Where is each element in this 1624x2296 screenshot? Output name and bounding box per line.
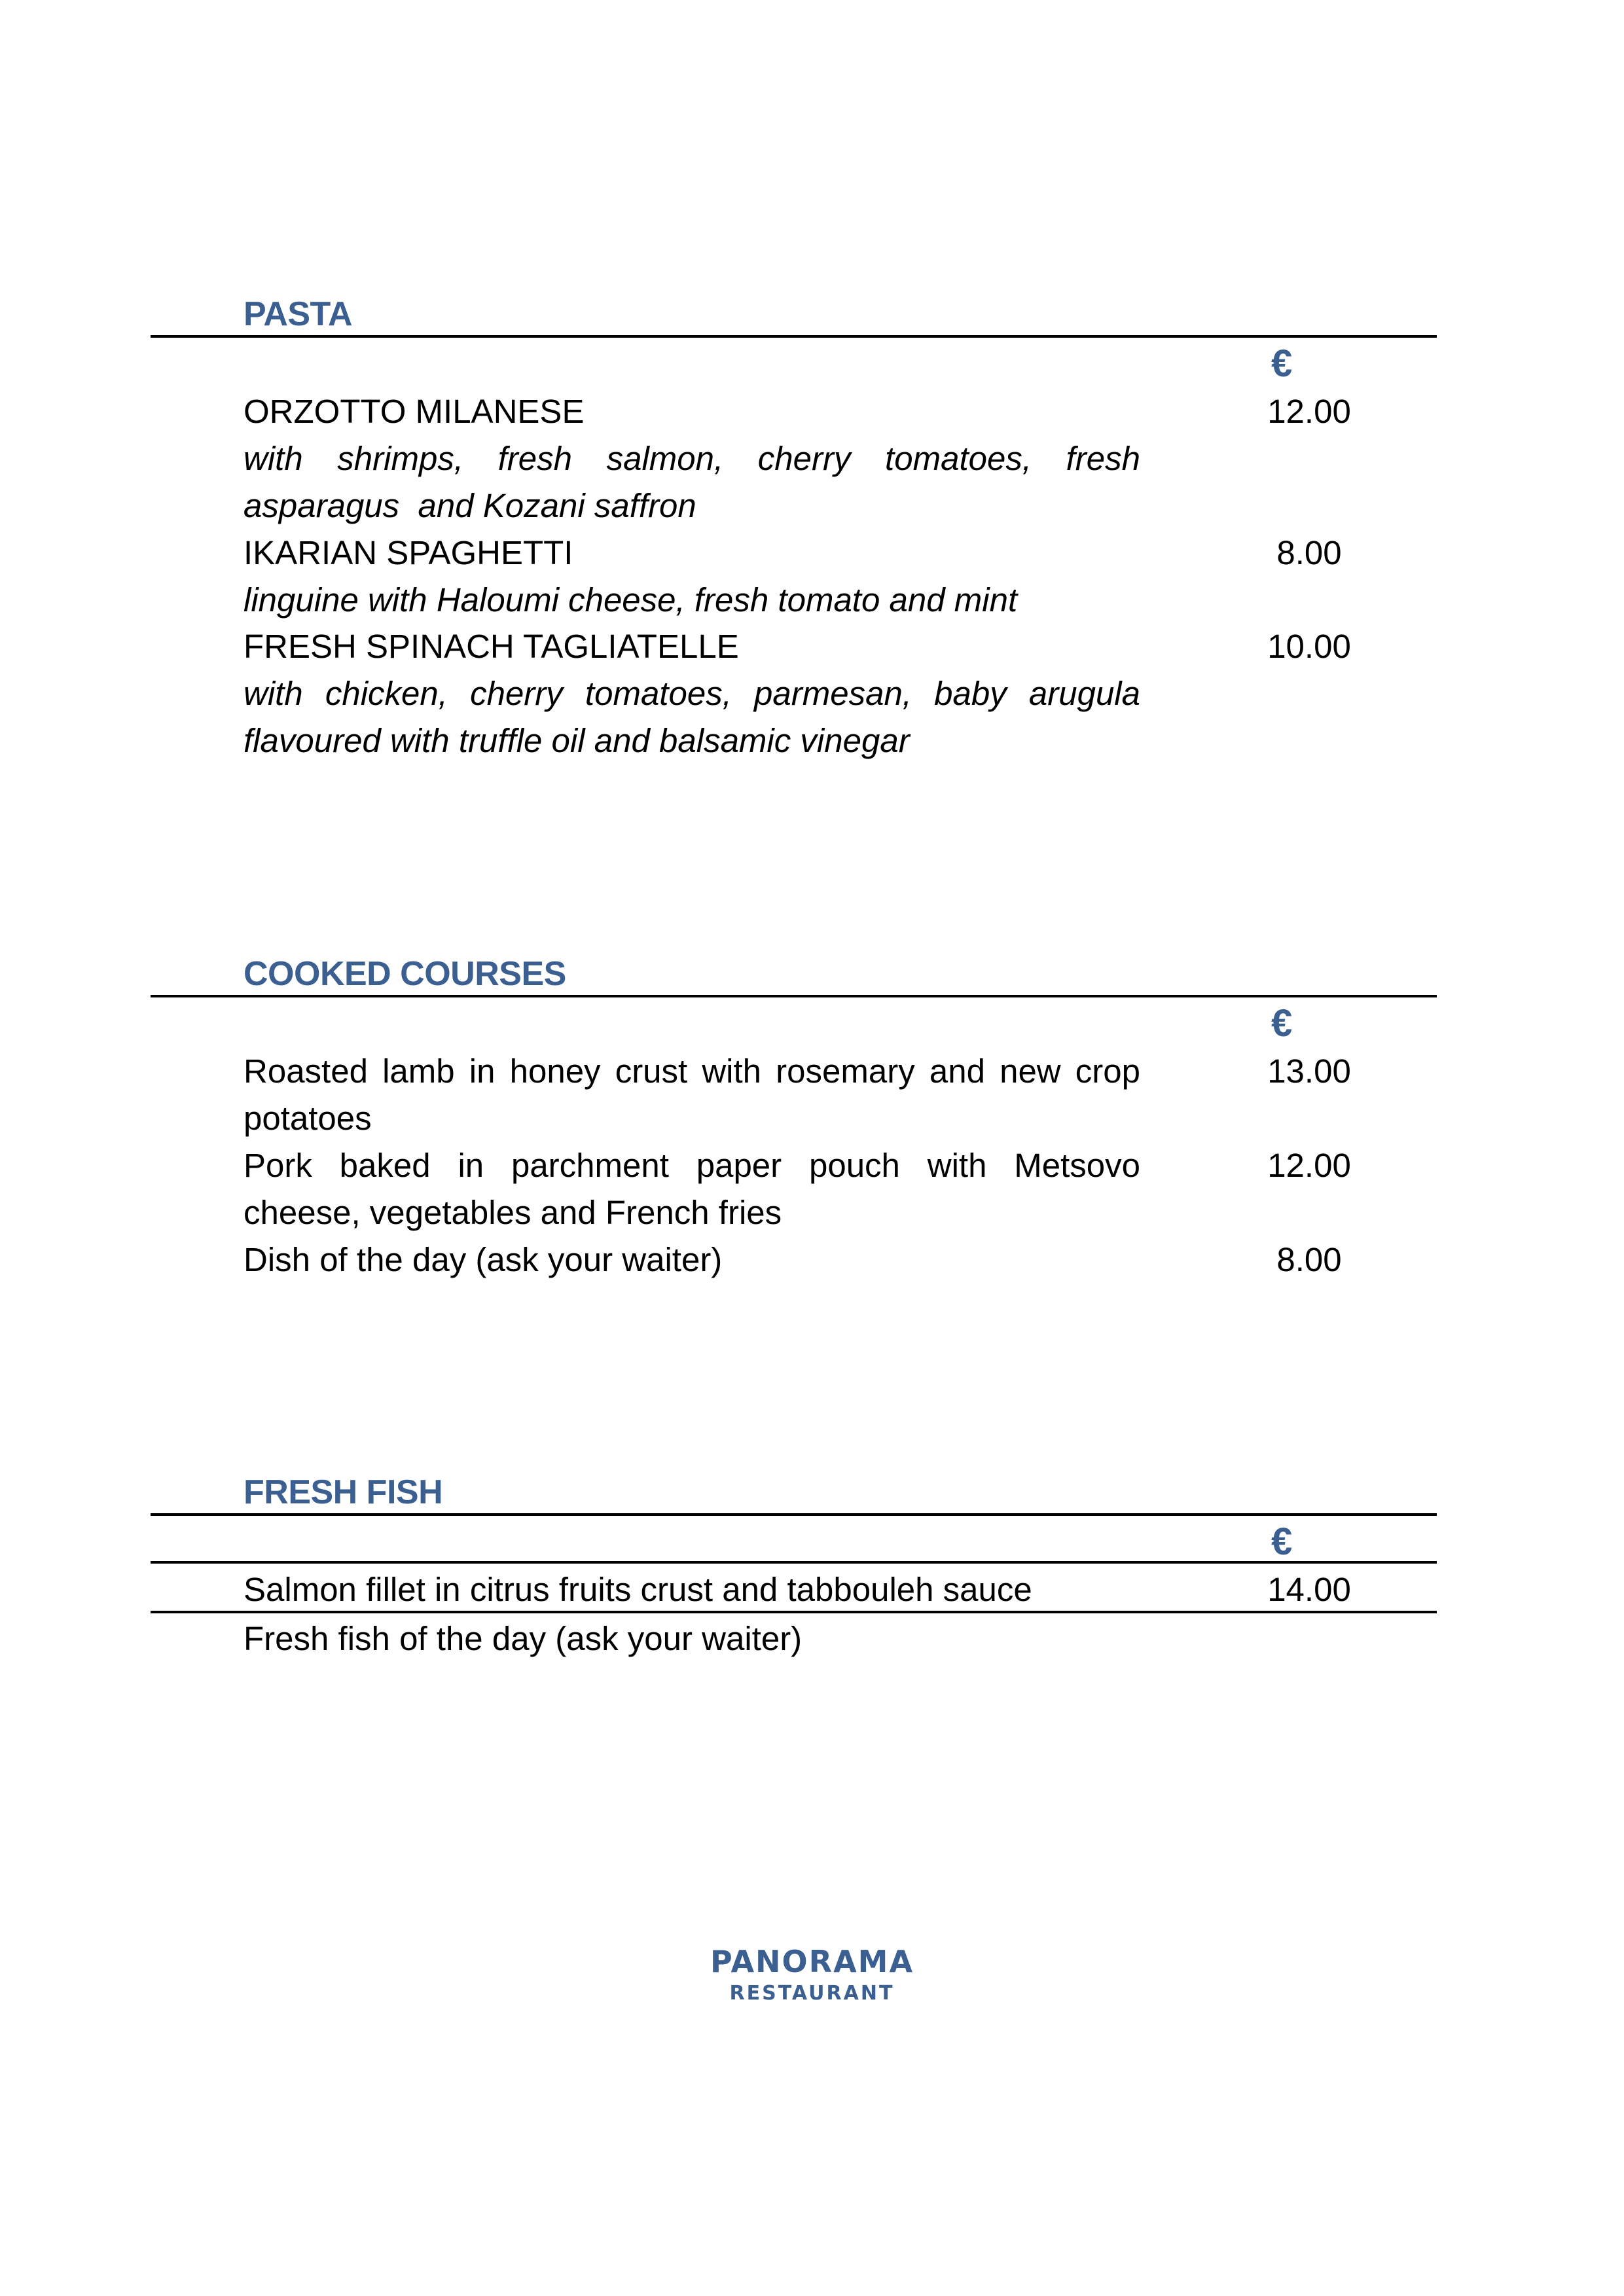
menu-item-description: with shrimps, fresh salmon, cherry tomatoes, fresh bbox=[244, 440, 1140, 477]
section-title: PASTA bbox=[244, 295, 353, 333]
menu-item-price: 12.00 bbox=[1267, 393, 1351, 430]
menu-item-price: 8.00 bbox=[1276, 534, 1342, 571]
menu-item-name: FRESH SPINACH TAGLIATELLE bbox=[244, 628, 739, 665]
currency-symbol: € bbox=[1271, 342, 1293, 385]
restaurant-logo bbox=[0, 1943, 1624, 2007]
menu-item-line: cheese, vegetables and French fries bbox=[244, 1194, 782, 1231]
menu-item-price: 8.00 bbox=[1276, 1241, 1342, 1278]
menu-item-description: with chicken, cherry tomatoes, parmesan, baby arugula bbox=[244, 675, 1140, 712]
divider bbox=[151, 1611, 1437, 1613]
logo-brand: PANORAMA bbox=[710, 1944, 914, 1979]
menu-item-name: IKARIAN SPAGHETTI bbox=[244, 534, 573, 571]
menu-item-price: 12.00 bbox=[1267, 1147, 1351, 1184]
menu-item-price: 13.00 bbox=[1267, 1052, 1351, 1090]
menu-item-name: ORZOTTO MILANESE bbox=[244, 393, 585, 430]
menu-item-line: Roasted lamb in honey crust with rosemary and new crop bbox=[244, 1052, 1140, 1090]
divider bbox=[151, 335, 1437, 338]
menu-item-description: flavoured with truffle oil and balsamic vinegar bbox=[244, 722, 910, 759]
divider bbox=[151, 1561, 1437, 1564]
menu-item-line: Fresh fish of the day (ask your waiter) bbox=[244, 1620, 803, 1657]
divider bbox=[151, 1513, 1437, 1516]
menu-item-price: 14.00 bbox=[1267, 1571, 1351, 1608]
section-title: FRESH FISH bbox=[244, 1473, 443, 1511]
menu-item-price: 10.00 bbox=[1267, 628, 1351, 665]
currency-symbol: € bbox=[1271, 1002, 1293, 1045]
divider bbox=[151, 995, 1437, 997]
menu-item-line: Dish of the day (ask your waiter) bbox=[244, 1241, 723, 1278]
currency-symbol: € bbox=[1271, 1520, 1293, 1563]
section-title: COOKED COURSES bbox=[244, 955, 566, 993]
menu-item-description: asparagus and Kozani saffron bbox=[244, 487, 696, 524]
menu-item-line: Salmon fillet in citrus fruits crust and tabbouleh sauce bbox=[244, 1571, 1032, 1608]
menu-item-description: linguine with Haloumi cheese, fresh tomato and mint bbox=[244, 581, 1018, 619]
menu-item-line: potatoes bbox=[244, 1100, 372, 1137]
logo-subtitle: RESTAURANT bbox=[729, 1982, 895, 2005]
menu-item-line: Pork baked in parchment paper pouch with Metsovo bbox=[244, 1147, 1140, 1184]
